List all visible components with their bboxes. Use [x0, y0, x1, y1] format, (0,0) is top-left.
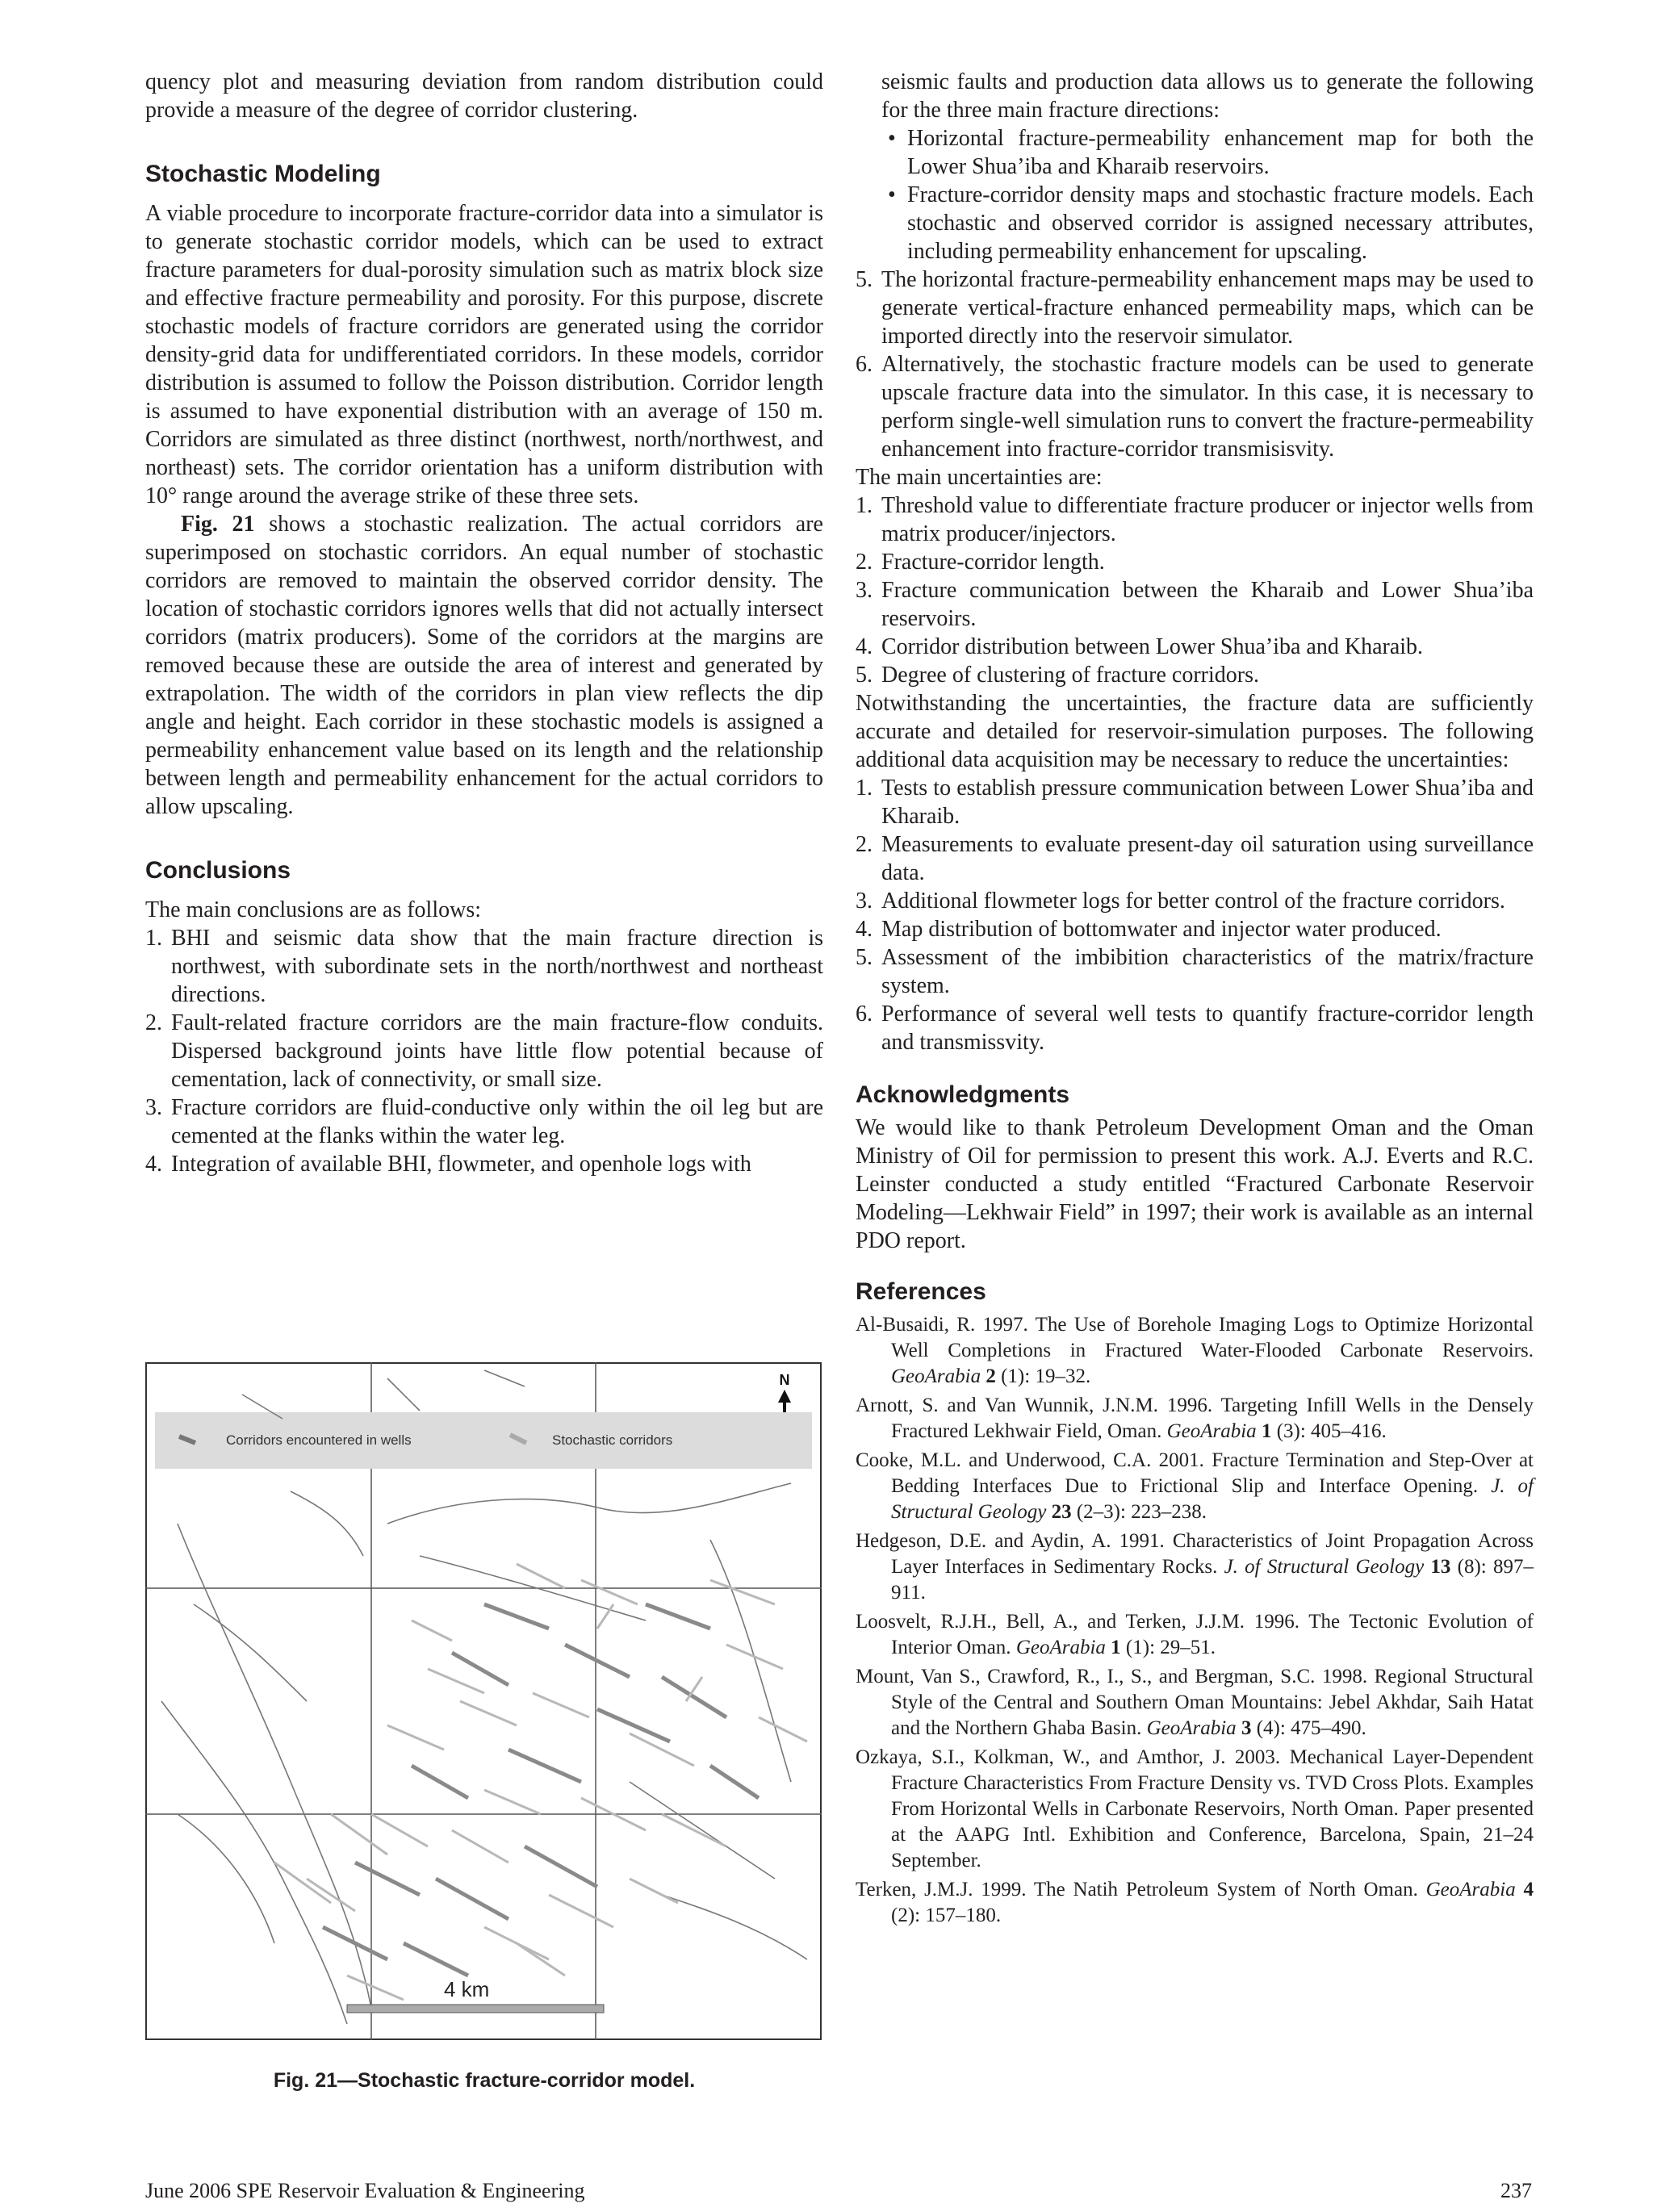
- fig-21-reference[interactable]: Fig. 21: [181, 512, 255, 537]
- list-item: 3. Fracture corridors are fluid-conductive only within the oil leg but are cemented at the flanks within the water leg.: [145, 1095, 823, 1148]
- reference-item: Al-Busaidi, R. 1997. The Use of Borehole Imaging Logs to Optimize Horizontal Well Completions in Fractured Water-Flooded Carbonate Reservoirs. GeoArabia 2 (1): 19–32.: [856, 1314, 1534, 1387]
- list-item: 3. Additional flowmeter logs for better control of the fracture corridors.: [856, 889, 1505, 914]
- scale-bar: [347, 2005, 604, 2013]
- continued-paragraph: seismic faults and production data allows us to generate the following for the three main fracture directions:: [881, 69, 1534, 123]
- references-heading: References: [856, 1278, 986, 1305]
- list-item: • Horizontal fracture-permeability enhancement map for both the Lower Shua’iba and Kharaib reservoirs.: [888, 126, 1534, 179]
- acknowledgments-heading: Acknowledgments: [856, 1081, 1070, 1108]
- references-list: [856, 1312, 1534, 1929]
- reference-item: Arnott, S. and Van Wunnik, J.N.M. 1996. Targeting Infill Wells in the Densely Fractured Lekhwair Field, Oman. GeoArabia 1 (3): 405–416.: [856, 1395, 1534, 1442]
- list-item: 5. Degree of clustering of fracture corridors.: [856, 663, 1260, 688]
- list-item: 5. The horizontal fracture-permeability enhancement maps may be used to generate vertical-fracture enhanced permeability maps, which can be imported directly into the reservoir simulator.: [856, 267, 1534, 349]
- list-item: • Fracture-corridor density maps and stochastic fracture models. Each stochastic and observed corridor is assigned necessary attributes, including permeability enhancement for upscaling.: [888, 182, 1534, 264]
- left-column: [145, 68, 823, 1178]
- reference-item: Loosvelt, R.J.H., Bell, A., and Terken, J.J.M. 1996. The Tectonic Evolution of Interior Oman. GeoArabia 1 (1): 29–51.: [856, 1611, 1534, 1658]
- list-item: 1. BHI and seismic data show that the main fracture direction is northwest, with subordinate sets in the north/northwest and northeast directions.: [145, 926, 823, 1007]
- legend-wells-label: Corridors encountered in wells: [226, 1432, 412, 1448]
- list-item: 1. Threshold value to differentiate fracture producer or injector wells from matrix producer/injectors.: [856, 493, 1534, 546]
- conclusions-intro: The main conclusions are as follows:: [145, 897, 482, 922]
- list-item: 5. Assessment of the imbibition characteristics of the matrix/fracture system.: [856, 945, 1534, 998]
- reference-item: Ozkaya, S.I., Kolkman, W., and Amthor, J. 2003. Mechanical Layer-Dependent Fracture Characteristics From Fracture Density vs. TVD Cross Plots. Examples From Horizontal Wells in Carbonate Reservoirs, North Oman. Paper presented at the AAPG Intl. Exhibition and Conference, Barcelona, Spain, 21–24 September.: [856, 1746, 1534, 1871]
- list-item: 6. Alternatively, the stochastic fracture models can be used to generate upscale fracture data into the simulator. In this case, it is necessary to perform single-well simulation runs to convert the fracture-permeability enhancement into fracture-corridor transmisisvity.: [856, 352, 1534, 462]
- list-item: 6. Performance of several well tests to quantify fracture-corridor length and transmissvity.: [856, 1001, 1534, 1055]
- reference-item: Terken, J.M.J. 1999. The Natih Petroleum System of North Oman. GeoArabia 4 (2): 157–180.: [856, 1879, 1534, 1926]
- list-item: 4. Map distribution of bottomwater and injector water produced.: [856, 917, 1442, 942]
- notwithstanding-paragraph: Notwithstanding the uncertainties, the fracture data are sufficiently accurate and detailed for reservoir-simulation purposes. The following additional data acquisition may be necessary to reduce the uncertainties:: [856, 691, 1534, 772]
- list-item: 2. Measurements to evaluate present-day oil saturation using surveillance data.: [856, 832, 1534, 885]
- footer-journal: June 2006 SPE Reservoir Evaluation & Engineering: [145, 2179, 585, 2202]
- stochastic-heading: Stochastic Modeling: [145, 161, 381, 187]
- uncertainties-intro: The main uncertainties are:: [856, 465, 1103, 490]
- reference-item: Cooke, M.L. and Underwood, C.A. 2001. Fracture Termination and Step-Over at Bedding Interfaces Due to Frictional Slip and Interface Opening. J. of Structural Geology 23 (2–3): 223–238.: [856, 1449, 1534, 1523]
- stochastic-paragraph-2: Fig. 21 shows a stochastic realization. The actual corridors are superimposed on stochastic corridors. An equal number of stochastic corridors are removed to maintain the observed corridor density. The location of stochastic corridors ignores wells that did not actually intersect corridors (matrix producers). Some of the corridors at the margins are removed because these are outside the area of interest and generated by extrapolation. The width of the corridors in plan view reflects the dip angle and height. Each corridor in these stochastic models is assigned a permeability enhancement value based on its length and the relationship between length and permeability enhancement for the actual corridors to allow upscaling.: [145, 512, 823, 819]
- list-item: 1. Tests to establish pressure communication between Lower Shua’iba and Kharaib.: [856, 776, 1534, 829]
- list-item: 4. Integration of available BHI, flowmeter, and openhole logs with: [145, 1152, 751, 1177]
- reference-item: Mount, Van S., Crawford, R., I., S., and Bergman, S.C. 1998. Regional Structural Style of the Central and Southern Oman Mountains: Jebel Akhdar, Saih Hatat and the Northern Ghaba Basin. GeoArabia 3 (4): 475–490.: [856, 1666, 1534, 1739]
- north-label: N: [779, 1372, 790, 1388]
- bullet-list: [856, 124, 1534, 266]
- page-number: 237: [1500, 2179, 1532, 2202]
- uncertainties-list: [856, 491, 1534, 689]
- stochastic-paragraph-1: A viable procedure to incorporate fracture-corridor data into a simulator is to generate stochastic corridor models, which can be used to extract fracture parameters for dual-porosity simulation such as matrix block size and effective fracture permeability and porosity. For this purpose, discrete stochastic models of fracture corridors are generated using the corridor density-grid data for undifferentiated corridors. In these models, corridor distribution is assumed to follow the Poisson distribution. Corridor length is assumed to have exponential distribution with an average of 150 m. Corridors are simulated as three distinct (northwest, north/northwest, and northeast) sets. The corridor orientation has a uniform distribution with 10° range around the average strike of these three sets.: [145, 201, 823, 508]
- intro-paragraph: quency plot and measuring deviation from random distribution could provide a measure of the degree of corridor clustering.: [145, 69, 823, 123]
- figure-21: [145, 1362, 822, 2040]
- continued-steps-list: [856, 266, 1534, 463]
- conclusions-list: [145, 924, 823, 1178]
- reference-item: Hedgeson, D.E. and Aydin, A. 1991. Characteristics of Joint Propagation Across Layer Interfaces in Sedimentary Rocks. J. of Structural Geology 13 (8): 897–911.: [856, 1530, 1534, 1604]
- list-item: 2. Fracture-corridor length.: [856, 550, 1105, 575]
- right-column: [856, 68, 1534, 1932]
- acknowledgments-text: We would like to thank Petroleum Development Oman and the Oman Ministry of Oil for permission to present this work. A.J. Everts and R.C. Leinster conducted a study entitled “Fractured Carbonate Reservoir Modeling—Lekhwair Field” in 1997; their work is available as an internal PDO report.: [856, 1115, 1534, 1253]
- legend-stochastic-label: Stochastic corridors: [552, 1432, 673, 1448]
- stochastic-map: [145, 1362, 822, 2040]
- list-item: 2. Fault-related fracture corridors are the main fracture-flow conduits. Dispersed background joints have little flow potential because of cementation, lack of connectivity, or small size.: [145, 1010, 823, 1092]
- list-item: 4. Corridor distribution between Lower Shua’iba and Kharaib.: [856, 634, 1424, 659]
- acquisition-list: [856, 774, 1534, 1056]
- list-item: 3. Fracture communication between the Kharaib and Lower Shua’iba reservoirs.: [856, 578, 1534, 631]
- conclusions-heading: Conclusions: [145, 857, 291, 884]
- scale-label: 4 km: [444, 1977, 490, 2001]
- figure-caption: Fig. 21—Stochastic fracture-corridor model.: [273, 2069, 696, 2092]
